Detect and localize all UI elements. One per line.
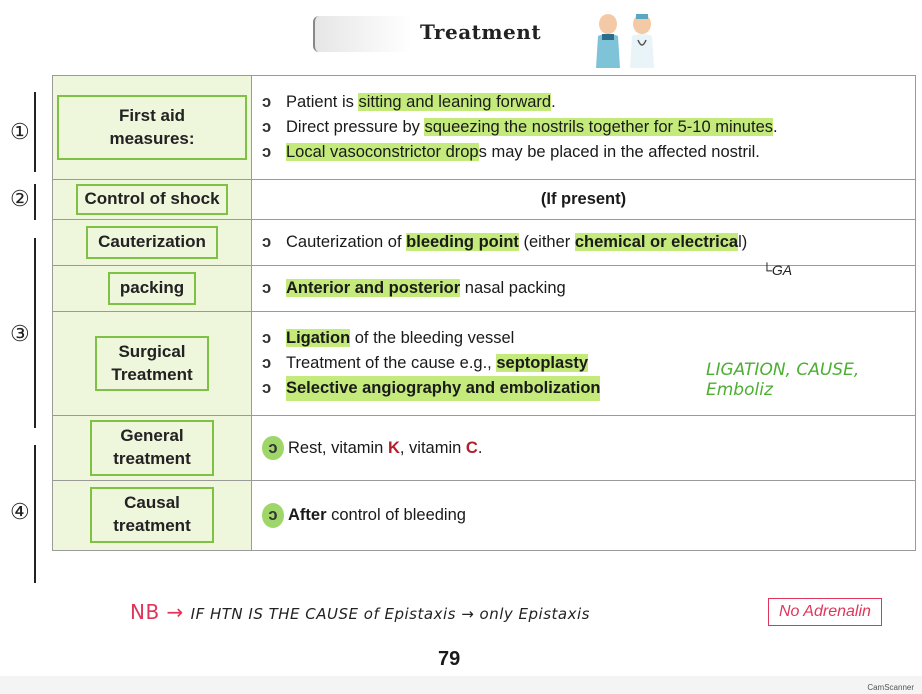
bullet-arrow-icon: ↄ: [262, 436, 284, 461]
item-text: Treatment of the cause e.g.,: [286, 354, 497, 373]
cauterization-label: Cauterization: [86, 226, 218, 259]
item-text: .: [551, 93, 556, 112]
item-text: .: [773, 118, 778, 137]
item-text: (either: [518, 233, 575, 252]
bullet-arrow-icon: ↄ: [262, 503, 284, 528]
surgical-treatment-label: Surgical Treatment: [95, 336, 209, 392]
item-text: Rest, vitamin: [288, 438, 388, 457]
list-item: [262, 90, 905, 115]
item-text: Direct pressure by: [286, 118, 425, 137]
doctors-illustration-icon: [584, 10, 666, 68]
list-item: [262, 503, 905, 528]
packing-label: packing: [108, 272, 196, 305]
bullet-arrow-icon: ↄ: [262, 279, 272, 298]
highlighted-text: chemical or electrica: [574, 233, 739, 252]
general-treatment-label: General treatment: [90, 420, 214, 476]
margin-number-1: ①: [10, 120, 30, 145]
causal-treatment-label: Causal treatment: [90, 487, 214, 543]
content-cell: [252, 266, 916, 312]
content-cell: [252, 76, 916, 180]
highlighted-text: Local vasoconstrictor drop: [286, 142, 479, 161]
content-cell: [252, 220, 916, 266]
bullet-arrow-icon: ↄ: [262, 354, 272, 373]
page-header: [0, 10, 922, 60]
page-number: 79: [438, 648, 461, 670]
vitamin-k-text: K: [387, 438, 400, 457]
label-cell: [53, 312, 252, 416]
vitamin-c-text: C: [465, 438, 478, 457]
list-item: [262, 140, 905, 165]
item-text: After: [288, 506, 327, 524]
bullet-arrow-icon: ↄ: [262, 378, 272, 397]
label-cell: [53, 416, 252, 481]
item-text: Cauterization of: [286, 233, 407, 252]
item-text: nasal packing: [460, 279, 566, 298]
bullet-arrow-icon: ↄ: [262, 93, 272, 112]
highlighted-text: bleeding point: [406, 233, 519, 252]
table-row: [53, 416, 916, 481]
bullet-arrow-icon: ↄ: [262, 142, 272, 161]
bullet-arrow-icon: ↄ: [262, 118, 272, 137]
note-text: IF HTN IS THE CAUSE of Epistaxis → only Epistaxis: [190, 605, 590, 623]
margin-line-4: [34, 445, 36, 583]
item-text: control of bleeding: [326, 506, 466, 524]
highlighted-text: sitting and leaning forward: [358, 93, 552, 112]
item-text: .: [477, 438, 483, 457]
handwritten-side-note: LIGATION, CAUSE, Emboliz: [706, 360, 860, 400]
margin-line-1: [34, 92, 36, 172]
table-row: [53, 220, 916, 266]
boxed-note: No Adrenalin: [768, 598, 882, 626]
label-cell: [53, 220, 252, 266]
first-aid-label: First aid measures:: [57, 95, 247, 161]
margin-line-3: [34, 238, 36, 428]
highlighted-text: Anterior and posterior: [286, 279, 461, 298]
bottom-handwritten-note: [130, 600, 590, 624]
margin-number-2: ②: [10, 187, 30, 212]
handwritten-ga-note: └GA: [762, 262, 793, 278]
page-title: Treatment: [420, 20, 542, 44]
title-decoration: [313, 16, 411, 52]
highlighted-text: Ligation: [286, 329, 351, 348]
note-prefix: NB →: [130, 600, 184, 624]
label-cell: [53, 266, 252, 312]
label-cell: [53, 180, 252, 220]
list-item: [262, 326, 905, 351]
margin-number-4: ④: [10, 500, 30, 525]
table-row: [53, 480, 916, 550]
highlighted-text: septoplasty: [496, 354, 589, 373]
bullet-arrow-icon: ↄ: [262, 329, 272, 348]
item-text: of the bleeding vessel: [350, 329, 515, 348]
item-text: Patient is: [286, 93, 359, 112]
bullet-arrow-icon: ↄ: [262, 233, 272, 252]
content-cell: [252, 480, 916, 550]
camscanner-logo: CamScanner: [867, 683, 914, 692]
content-cell: [252, 416, 916, 481]
label-cell: [53, 480, 252, 550]
item-text: , vitamin: [399, 438, 466, 457]
margin-number-3: ③: [10, 322, 30, 347]
highlighted-text: Selective angiography and embolization: [286, 376, 600, 401]
bottom-bar: [0, 676, 922, 694]
table-row: [53, 180, 916, 220]
item-text: s may be placed in the affected nostril.: [478, 142, 760, 161]
table-row: [53, 76, 916, 180]
if-present-text: (If present): [252, 180, 916, 220]
list-item: [262, 115, 905, 140]
highlighted-text: squeezing the nostrils together for 5-10 minutes: [424, 118, 773, 137]
list-item: [262, 436, 905, 461]
list-item: [262, 276, 905, 301]
list-item: [262, 230, 905, 255]
item-text: l): [738, 233, 748, 252]
control-of-shock-label: Control of shock: [76, 184, 227, 215]
margin-line-2: [34, 184, 36, 220]
treatment-table: [52, 75, 916, 551]
label-cell: [53, 76, 252, 180]
